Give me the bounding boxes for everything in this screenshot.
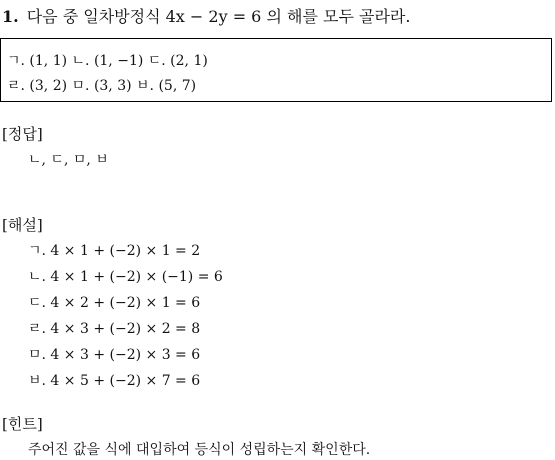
choice-line-1: ㄱ. (1, 1) ㄴ. (1, −1) ㄷ. (2, 1) [7, 53, 208, 69]
problem-text: 다음 중 일차방정식 4x − 2y = 6 의 해를 모두 골라라. [26, 7, 411, 26]
hint-title: [힌트] [2, 415, 43, 433]
solution-line: ㄴ. 4 × 1 + (−2) × (−1) = 6 [28, 269, 223, 285]
solution-line: ㄱ. 4 × 1 + (−2) × 1 = 2 [28, 243, 201, 259]
problem-number: 1. [2, 7, 19, 26]
problem-statement [2, 4, 410, 27]
solution-line: ㅂ. 4 × 5 + (−2) × 7 = 6 [28, 373, 201, 389]
answer-title: [정답] [2, 125, 43, 143]
choice-line-2: ㄹ. (3, 2) ㅁ. (3, 3) ㅂ. (5, 7) [7, 78, 197, 94]
hint-text: 주어진 값을 식에 대입하여 등식이 성립하는지 확인한다. [28, 442, 371, 458]
solution-title: [해설] [2, 216, 43, 234]
answer-text: ㄴ, ㄷ, ㅁ, ㅂ [28, 152, 109, 168]
solution-line: ㄹ. 4 × 3 + (−2) × 2 = 8 [28, 321, 201, 337]
solution-line: ㅁ. 4 × 3 + (−2) × 3 = 6 [28, 347, 201, 363]
solution-line: ㄷ. 4 × 2 + (−2) × 1 = 6 [28, 295, 201, 311]
